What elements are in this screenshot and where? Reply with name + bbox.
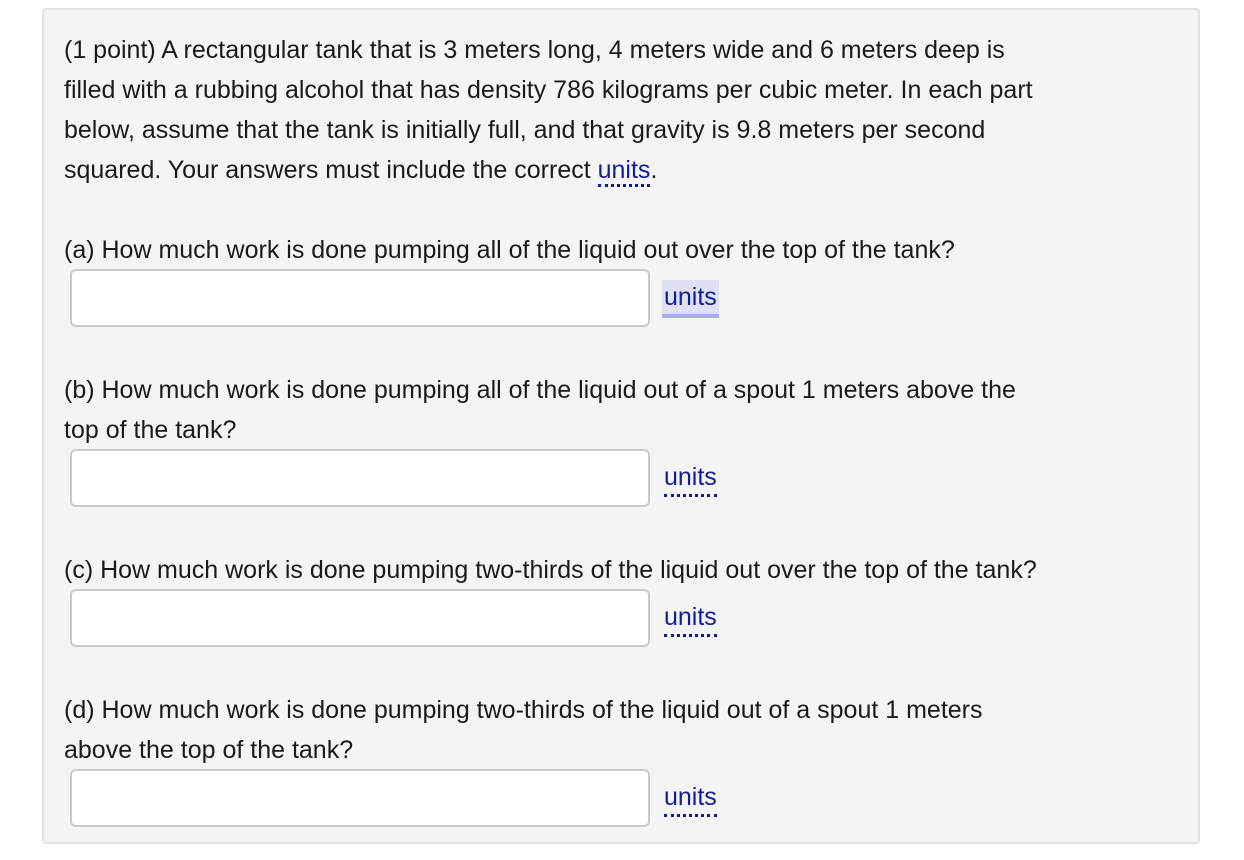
- problem-intro: [64, 30, 1033, 190]
- answer-d-input[interactable]: [70, 769, 650, 827]
- units-d-link[interactable]: units: [664, 780, 717, 817]
- intro-line-1: (1 point) A rectangular tank that is 3 meters long, 4 meters wide and 6 meters deep is: [64, 36, 1005, 64]
- answer-b-input[interactable]: [70, 449, 650, 507]
- question-c: [64, 550, 1037, 590]
- units-b-link[interactable]: units: [664, 460, 717, 497]
- units-help-link[interactable]: units: [598, 156, 651, 187]
- units-c-link[interactable]: units: [664, 600, 717, 637]
- question-a: [64, 230, 955, 270]
- answer-c-input[interactable]: [70, 589, 650, 647]
- intro-line-4-prefix: squared. Your answers must include the correct: [64, 156, 598, 184]
- answer-a-input[interactable]: [70, 269, 650, 327]
- question-d-line-1: (d) How much work is done pumping two-thirds of the liquid out of a spout 1 meters: [64, 696, 983, 724]
- units-a-link[interactable]: units: [662, 280, 719, 318]
- intro-line-3: below, assume that the tank is initially full, and that gravity is 9.8 meters per second: [64, 116, 986, 144]
- question-d-line-2: above the top of the tank?: [64, 736, 354, 764]
- intro-line-4-suffix: .: [650, 156, 658, 184]
- question-b-line-2: top of the tank?: [64, 416, 237, 444]
- question-b: [64, 370, 1016, 450]
- question-a-line-1: (a) How much work is done pumping all of the liquid out over the top of the tank?: [64, 236, 955, 264]
- question-b-line-1: (b) How much work is done pumping all of the liquid out of a spout 1 meters above the: [64, 376, 1016, 404]
- intro-line-2: filled with a rubbing alcohol that has density 786 kilograms per cubic meter. In each part: [64, 76, 1033, 104]
- question-c-line-1: (c) How much work is done pumping two-thirds of the liquid out over the top of the tank?: [64, 556, 1037, 584]
- question-d: [64, 690, 983, 770]
- problem-panel: [42, 8, 1200, 844]
